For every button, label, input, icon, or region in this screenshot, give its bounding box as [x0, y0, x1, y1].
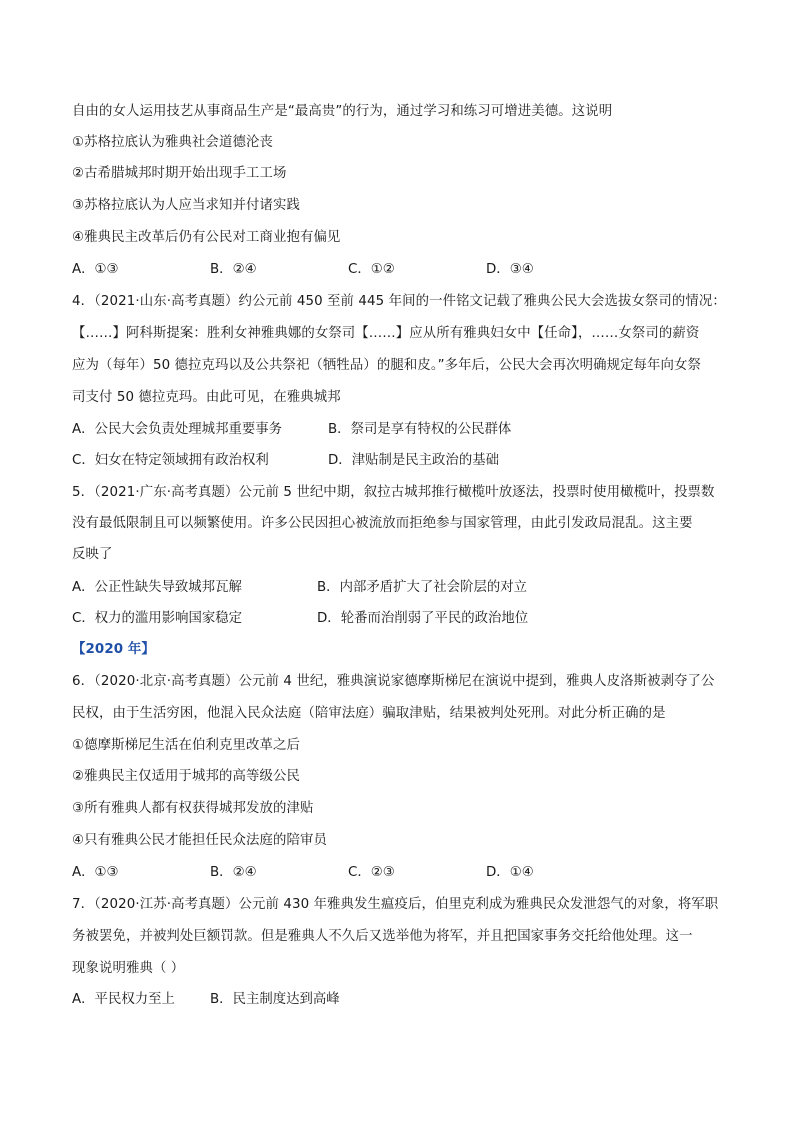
q4-line-1: 4．（2021·山东·高考真题）约公元前 450 至前 445 年间的一件铭文记载了雅典公民大会选拔女祭司的情况： [72, 294, 726, 309]
q6-line-1: 6．（2020·北京·高考真题）公元前 4 世纪，雅典演说家德摩斯梯尼在演说中提到，雅典人皮洛斯被剥夺了公 [72, 674, 715, 689]
q7-line-2: 务被罢免，并被判处巨额罚款。但是雅典人不久后又选举他为将军，并且把国家事务交托给他处理。这一 [72, 929, 693, 944]
q3-item-1: ①苏格拉底认为雅典社会道德沦丧 [72, 135, 273, 150]
q5-option-b: B．内部矛盾扩大了社会阶层的对立 [317, 580, 528, 595]
q4-line-2: 【……】阿科斯提案：胜利女神雅典娜的女祭司【……】应从所有雅典妇女中【任命】，……女祭司的薪资 [72, 326, 700, 341]
q3-option-b: B．②④ [210, 262, 257, 277]
q7-option-a: A．平民权力至上 [72, 992, 175, 1007]
q4-line-4: 司支付 50 德拉克玛。由此可见，在雅典城邦 [72, 390, 341, 405]
q6-option-d: D．①④ [486, 865, 534, 880]
q5-line-1: 5．（2021·广东·高考真题）公元前 5 世纪中期，叙拉古城邦推行橄榄叶放逐法，投票时使用橄榄叶，投票数 [72, 485, 715, 500]
q3-item-2: ②古希腊城邦时期开始出现手工工场 [72, 166, 287, 181]
q3-stem: 自由的女人运用技艺从事商品生产是“最高贵”的行为，通过学习和练习可增进美德。这说明 [72, 104, 613, 119]
q4-option-b: B．祭司是享有特权的公民群体 [328, 422, 512, 437]
q5-option-c: C．权力的滥用影响国家稳定 [72, 611, 243, 626]
q6-option-c: C．②③ [348, 865, 395, 880]
q5-line-3: 反映了 [72, 547, 113, 562]
q6-item-2: ②雅典民主仅适用于城邦的高等级公民 [72, 769, 300, 784]
q6-line-2: 民权，由于生活穷困，他混入民众法庭（陪审法庭）骗取津贴，结果被判处死刑。对此分析正确的是 [72, 706, 666, 721]
q7-line-3: 现象说明雅典（ ） [72, 961, 185, 976]
q3-item-4: ④雅典民主改革后仍有公民对工商业抱有偏见 [72, 230, 341, 245]
q7-line-1: 7．（2020·江苏·高考真题）公元前 430 年雅典发生瘟疫后，伯里克利成为雅典民众发泄怨气的对象，将军职 [72, 897, 719, 912]
q3-option-a: A．①③ [72, 262, 119, 277]
q6-item-4: ④只有雅典公民才能担任民众法庭的陪审员 [72, 833, 327, 848]
q6-option-b: B．②④ [210, 865, 257, 880]
q4-option-d: D．津贴制是民主政治的基础 [328, 453, 499, 468]
q3-item-3: ③苏格拉底认为人应当求知并付诸实践 [72, 198, 300, 213]
q7-option-b: B．民主制度达到高峰 [210, 992, 340, 1007]
q6-item-3: ③所有雅典人都有权获得城邦发放的津贴 [72, 801, 314, 816]
q5-line-2: 没有最低限制且可以频繁使用。许多公民因担心被流放而拒绝参与国家管理，由此引发政局混乱。这主要 [72, 516, 693, 531]
q6-item-1: ①德摩斯梯尼生活在伯利克里改革之后 [72, 738, 300, 753]
q4-option-a: A．公民大会负责处理城邦重要事务 [72, 422, 283, 437]
q3-option-d: D．③④ [486, 262, 534, 277]
q3-option-c: C．①② [348, 262, 395, 277]
q5-option-d: D．轮番而治削弱了平民的政治地位 [317, 611, 529, 626]
year-heading-2020: 【2020 年】 [72, 642, 155, 657]
q4-option-c: C．妇女在特定领域拥有政治权利 [72, 453, 269, 468]
q6-option-a: A．①③ [72, 865, 119, 880]
q4-line-3: 应为（每年）50 德拉克玛以及公共祭祀（牺牲品）的腿和皮。”多年后，公民大会再次明确规定每年向女祭 [72, 358, 702, 373]
q5-option-a: A．公正性缺失导致城邦瓦解 [72, 580, 242, 595]
